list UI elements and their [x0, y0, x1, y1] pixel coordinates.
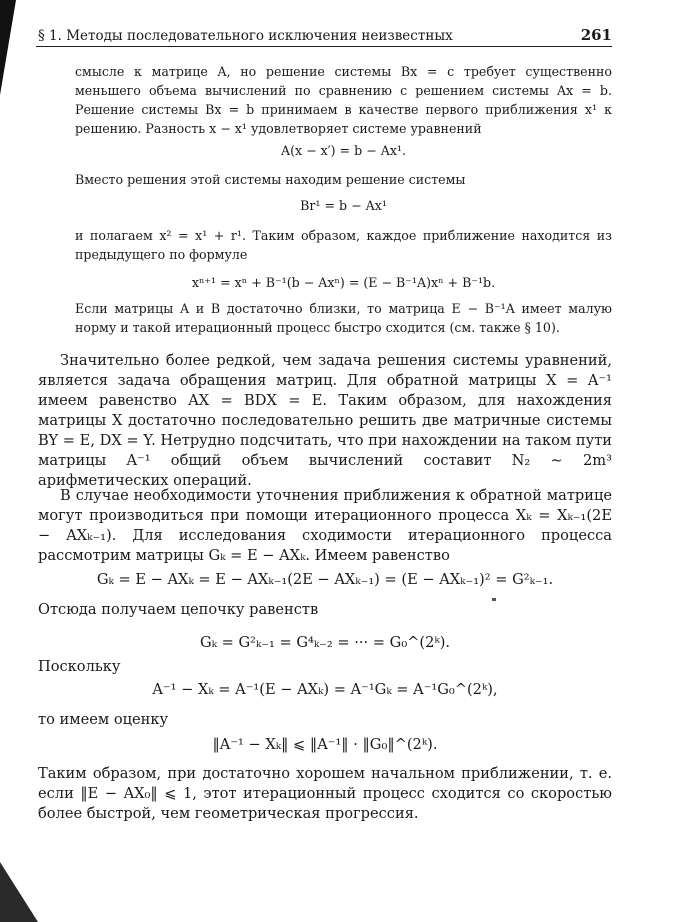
formula-4: Gₖ = E − AXₖ = E − AXₖ₋₁(2E − AXₖ₋₁) = (E − AXₖ₋₁)² = G²ₖ₋₁. [96, 571, 554, 588]
formula-1: A(x − x′) = b − Ax¹. [281, 143, 406, 158]
paragraph-chain: Отсюда получаем цепочку равенств [38, 601, 319, 618]
formula-6: A⁻¹ − Xₖ = A⁻¹(E − AXₖ) = A⁻¹Gₖ = A⁻¹G₀^(2ᵏ), [152, 681, 498, 698]
paragraph-small-3: и полагаем x² = x¹ + r¹. Таким образом, каждое приближение находится из предыдущего по формуле [75, 228, 612, 262]
scan-shadow-top [0, 0, 16, 95]
scan-shadow-bottom [0, 862, 38, 922]
paragraph-conclusion: Таким образом, при достаточно хорошем начальном приближении, т. е. если ‖E − AX₀‖ ⩽ 1, этот итерационный процесс сходится со скоростью более быстрой, чем геометрическая прогрессия. [38, 765, 612, 822]
paragraph-small-1: смысле к матрице A, но решение системы Bx = c требует существенно меньшего объема вычислений по сравнению с решением системы Ax = b. Решение системы Bx = b принимаем в качестве первого приближения x¹ к решению. Разность x − x¹ удовлетворяет системе уравнений [75, 64, 612, 136]
paragraph-inversion: Значительно более редкой, чем задача решения системы уравнений, является задача обращения матриц. Для обратной матрицы X = A⁻¹ имеем равенство AX = BDX = E. Таким образом, для нахождения матрицы X достаточно последовательно решить две матричные системы BY = E, DX = Y. Нетрудно подсчитать, что при нахождении на таком пути матрицы A⁻¹ общий объем вычислений составит N₂ ∼ 2m³ арифметических операций. [38, 352, 612, 489]
formula-5: Gₖ = G²ₖ₋₁ = G⁴ₖ₋₂ = ··· = G₀^(2ᵏ). [199, 634, 451, 651]
paragraph-refinement: В случае необходимости уточнения приближения к обратной матрице могут производиться при помощи итерационного процесса Xₖ = Xₖ₋₁(2E − AXₖ₋₁). Для исследования сходимости итерационного процесса рассмотрим матрицы Gₖ = E − AXₖ. Имеем равенство [38, 487, 612, 564]
paragraph-estimate: то имеем оценку [38, 711, 169, 728]
paragraph-since: Поскольку [38, 658, 121, 675]
formula-7: ‖A⁻¹ − Xₖ‖ ⩽ ‖A⁻¹‖ · ‖G₀‖^(2ᵏ). [212, 736, 438, 753]
formula-3: xⁿ⁺¹ = xⁿ + B⁻¹(b − Axⁿ) = (E − B⁻¹A)xⁿ + B⁻¹b. [191, 275, 496, 290]
running-header [36, 26, 612, 47]
page-number: 261 [580, 26, 612, 44]
paragraph-small-2: Вместо решения этой системы находим решение системы [75, 172, 466, 187]
formula-2: Br¹ = b − Ax¹ [300, 198, 387, 213]
paragraph-small-4: Если матрицы A и B достаточно близки, то матрица E − B⁻¹A имеет малую норму и такой итерационный процесс быстро сходится (см. также § 10). [75, 301, 612, 335]
section-title: § 1. Методы последовательного исключения неизвестных [38, 28, 453, 44]
